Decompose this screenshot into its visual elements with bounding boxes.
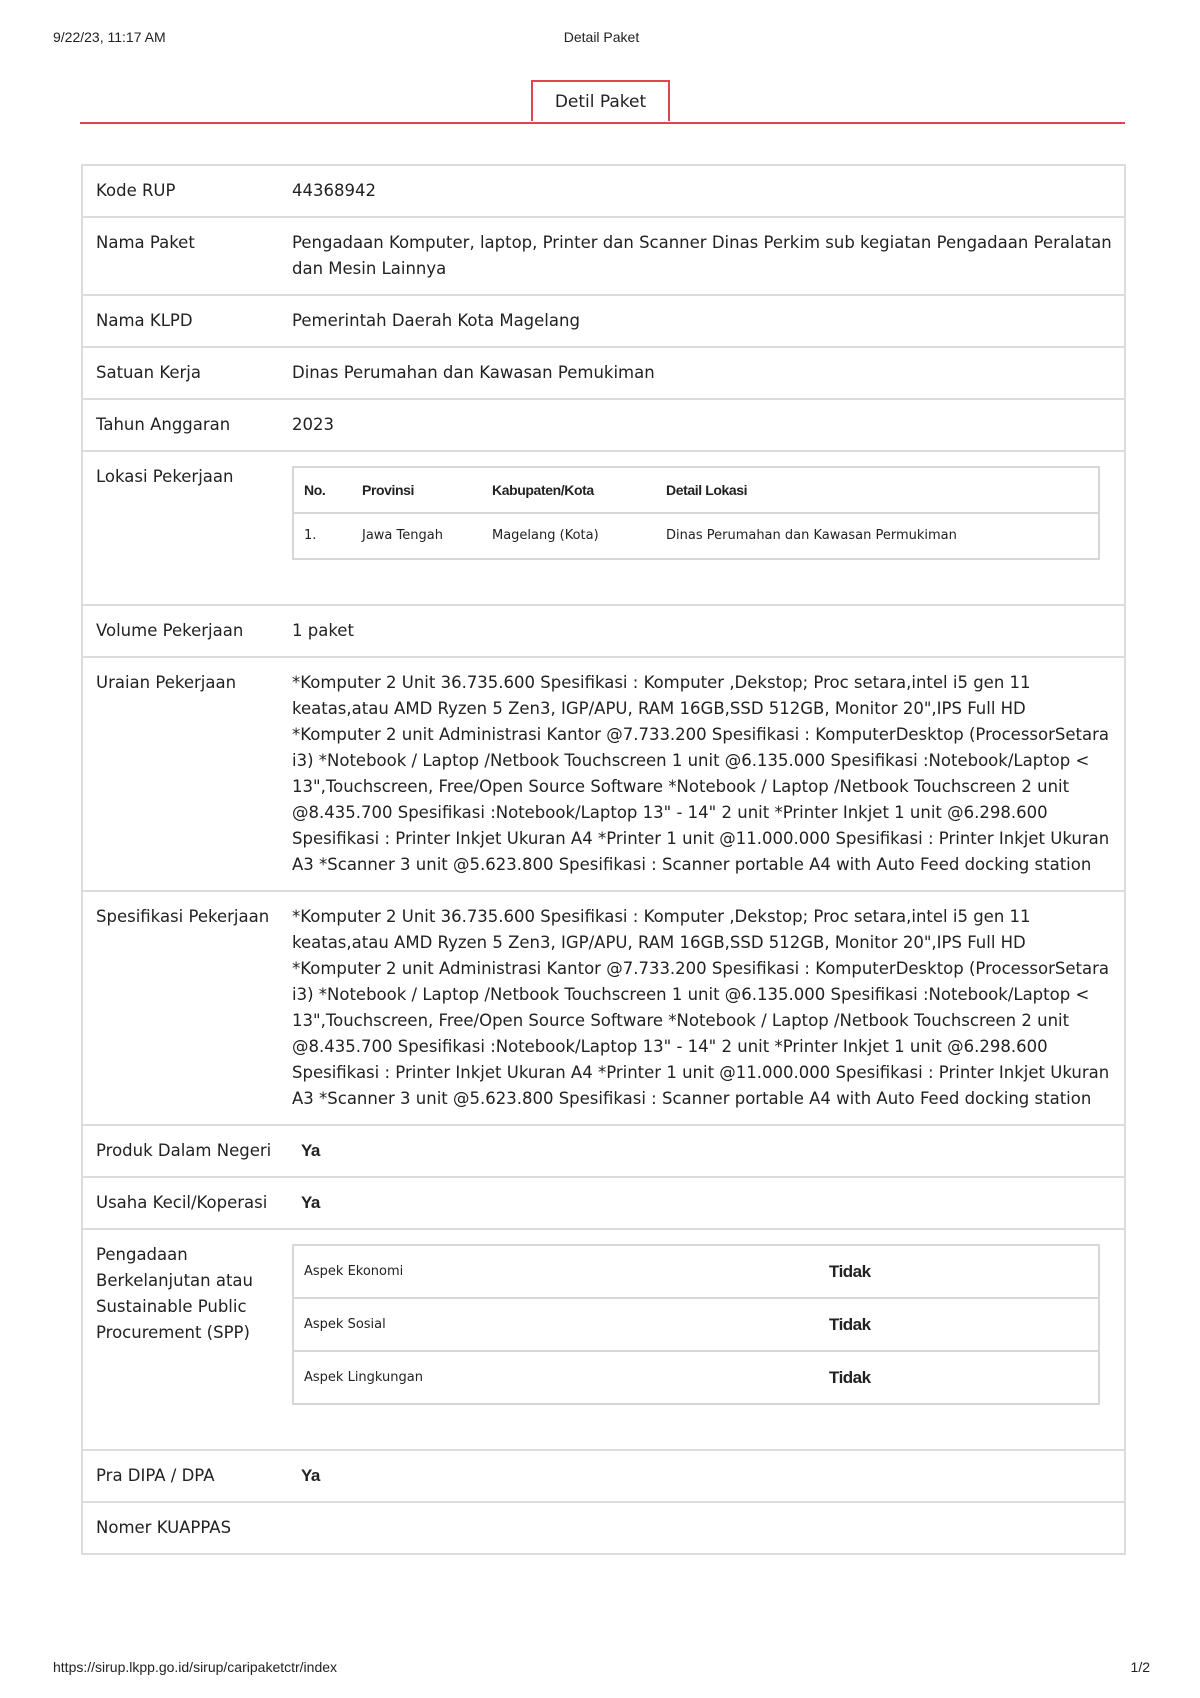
row-label: Satuan Kerja xyxy=(96,363,201,382)
print-footer xyxy=(53,1659,1150,1675)
cell-provinsi: Jawa Tengah xyxy=(352,513,482,559)
row-label: Lokasi Pekerjaan xyxy=(96,467,234,486)
row-value: *Komputer 2 Unit 36.735.600 Spesifikasi : Komputer ,Dekstop; Proc setara,intel i5 gen 11 keatas,atau AMD Ryzen 5 Zen3, IGP/APU, RAM 16GB,SSD 512GB, Monitor 20",IPS Full HD *Komputer 2 unit Administrasi Kantor @7.733.200 Spesifikasi : KomputerDesktop (ProcessorSetara i3) *Notebook / Laptop /Netbook Touchscreen 1 unit @6.135.000 Spesifikasi :Notebook/Laptop < 13",Touchscreen, Free/Open Source Software *Notebook / Laptop /Netbook Touchscreen 2 unit @8.435.700 Spesifikasi :Notebook/Laptop 13" - 14" 2 unit *Printer Inkjet 1 unit @6.298.600 Spesifikasi : Printer Inkjet Ukuran A4 *Printer 1 unit @11.000.000 Spesifikasi : Printer Inkjet Ukuran A3 *Scanner 3 unit @5.623.800 Spesifikasi : Scanner portable A4 with Auto Feed docking station xyxy=(292,907,1110,1108)
row-label: Volume Pekerjaan xyxy=(96,621,244,640)
row-label: Produk Dalam Negeri xyxy=(96,1141,272,1160)
cell-kabupaten: Magelang (Kota) xyxy=(482,513,656,559)
row-value: Dinas Perumahan dan Kawasan Pemukiman xyxy=(292,363,655,382)
row-label: Spesifikasi Pekerjaan xyxy=(96,907,270,926)
cell-aspect: Aspek Sosial xyxy=(293,1298,819,1351)
row-label: Tahun Anggaran xyxy=(96,415,231,434)
row-produk-dalam-negeri xyxy=(83,1126,1124,1178)
table-row xyxy=(293,1351,1099,1404)
page-number: 1/2 xyxy=(1130,1659,1150,1675)
row-spp xyxy=(83,1230,1124,1451)
row-tahun-anggaran xyxy=(83,400,1124,452)
print-url: https://sirup.lkpp.go.id/sirup/caripaketctr/index xyxy=(53,1659,338,1675)
tab-bar xyxy=(80,122,1125,124)
row-satuan-kerja xyxy=(83,348,1124,400)
table-row xyxy=(293,513,1099,559)
col-header-provinsi: Provinsi xyxy=(352,467,482,513)
cell-aspect: Aspek Ekonomi xyxy=(293,1245,819,1298)
row-value xyxy=(292,1230,1124,1449)
row-nama-klpd xyxy=(83,296,1124,348)
col-header-detail-lokasi: Detail Lokasi xyxy=(656,467,1099,513)
spp-table xyxy=(292,1244,1100,1405)
row-value: Pemerintah Daerah Kota Magelang xyxy=(292,311,580,330)
row-kode-rup xyxy=(83,166,1124,218)
row-value xyxy=(292,452,1124,604)
row-label: Usaha Kecil/Koperasi xyxy=(96,1193,268,1212)
print-doc-title: Detail Paket xyxy=(563,29,640,45)
row-value: 2023 xyxy=(292,415,334,434)
row-value: Ya xyxy=(301,1193,320,1212)
row-value: Ya xyxy=(301,1141,320,1160)
row-label: Kode RUP xyxy=(96,181,176,200)
col-header-no: No. xyxy=(293,467,352,513)
row-nomer-kuappas xyxy=(83,1503,1124,1553)
row-value: Pengadaan Komputer, laptop, Printer dan Scanner Dinas Perkim sub kegiatan Pengadaan Peralatan dan Mesin Lainnya xyxy=(292,233,1112,278)
row-label: Pra DIPA / DPA xyxy=(96,1466,215,1485)
row-lokasi-pekerjaan xyxy=(83,452,1124,606)
row-value: 1 paket xyxy=(292,621,354,640)
row-label: Nomer KUAPPAS xyxy=(96,1518,232,1537)
row-pra-dipa xyxy=(83,1451,1124,1503)
cell-aspect: Aspek Lingkungan xyxy=(293,1351,819,1404)
row-usaha-kecil xyxy=(83,1178,1124,1230)
row-volume-pekerjaan xyxy=(83,606,1124,658)
table-row xyxy=(293,1298,1099,1351)
cell-no: 1. xyxy=(293,513,352,559)
row-nama-paket xyxy=(83,218,1124,296)
row-value: Ya xyxy=(301,1466,320,1485)
row-spesifikasi-pekerjaan xyxy=(83,892,1124,1126)
row-label: Nama KLPD xyxy=(96,311,193,330)
lokasi-table xyxy=(292,466,1100,560)
cell-aspect-value: Tidak xyxy=(819,1351,1099,1404)
print-datetime: 9/22/23, 11:17 AM xyxy=(53,29,166,45)
row-value: 44368942 xyxy=(292,181,376,200)
col-header-kabupaten: Kabupaten/Kota xyxy=(482,467,656,513)
lokasi-header-row xyxy=(293,467,1099,513)
tab-detil-paket[interactable]: Detil Paket xyxy=(531,80,670,121)
cell-aspect-value: Tidak xyxy=(819,1298,1099,1351)
table-row xyxy=(293,1245,1099,1298)
cell-detail-lokasi: Dinas Perumahan dan Kawasan Permukiman xyxy=(656,513,1099,559)
row-label: Uraian Pekerjaan xyxy=(96,673,237,692)
row-uraian-pekerjaan xyxy=(83,658,1124,892)
row-label: Pengadaan Berkelanjutan atau Sustainable Public Procurement (SPP) xyxy=(96,1245,253,1342)
detail-table xyxy=(81,164,1126,1555)
row-value xyxy=(292,1503,1124,1553)
row-label: Nama Paket xyxy=(96,233,195,252)
row-value: *Komputer 2 Unit 36.735.600 Spesifikasi : Komputer ,Dekstop; Proc setara,intel i5 gen 11 keatas,atau AMD Ryzen 5 Zen3, IGP/APU, RAM 16GB,SSD 512GB, Monitor 20",IPS Full HD *Komputer 2 unit Administrasi Kantor @7.733.200 Spesifikasi : KomputerDesktop (ProcessorSetara i3) *Notebook / Laptop /Netbook Touchscreen 1 unit @6.135.000 Spesifikasi :Notebook/Laptop < 13",Touchscreen, Free/Open Source Software *Notebook / Laptop /Netbook Touchscreen 2 unit @8.435.700 Spesifikasi :Notebook/Laptop 13" - 14" 2 unit *Printer Inkjet 1 unit @6.298.600 Spesifikasi : Printer Inkjet Ukuran A4 *Printer 1 unit @11.000.000 Spesifikasi : Printer Inkjet Ukuran A3 *Scanner 3 unit @5.623.800 Spesifikasi : Scanner portable A4 with Auto Feed docking station xyxy=(292,673,1110,874)
cell-aspect-value: Tidak xyxy=(819,1245,1099,1298)
